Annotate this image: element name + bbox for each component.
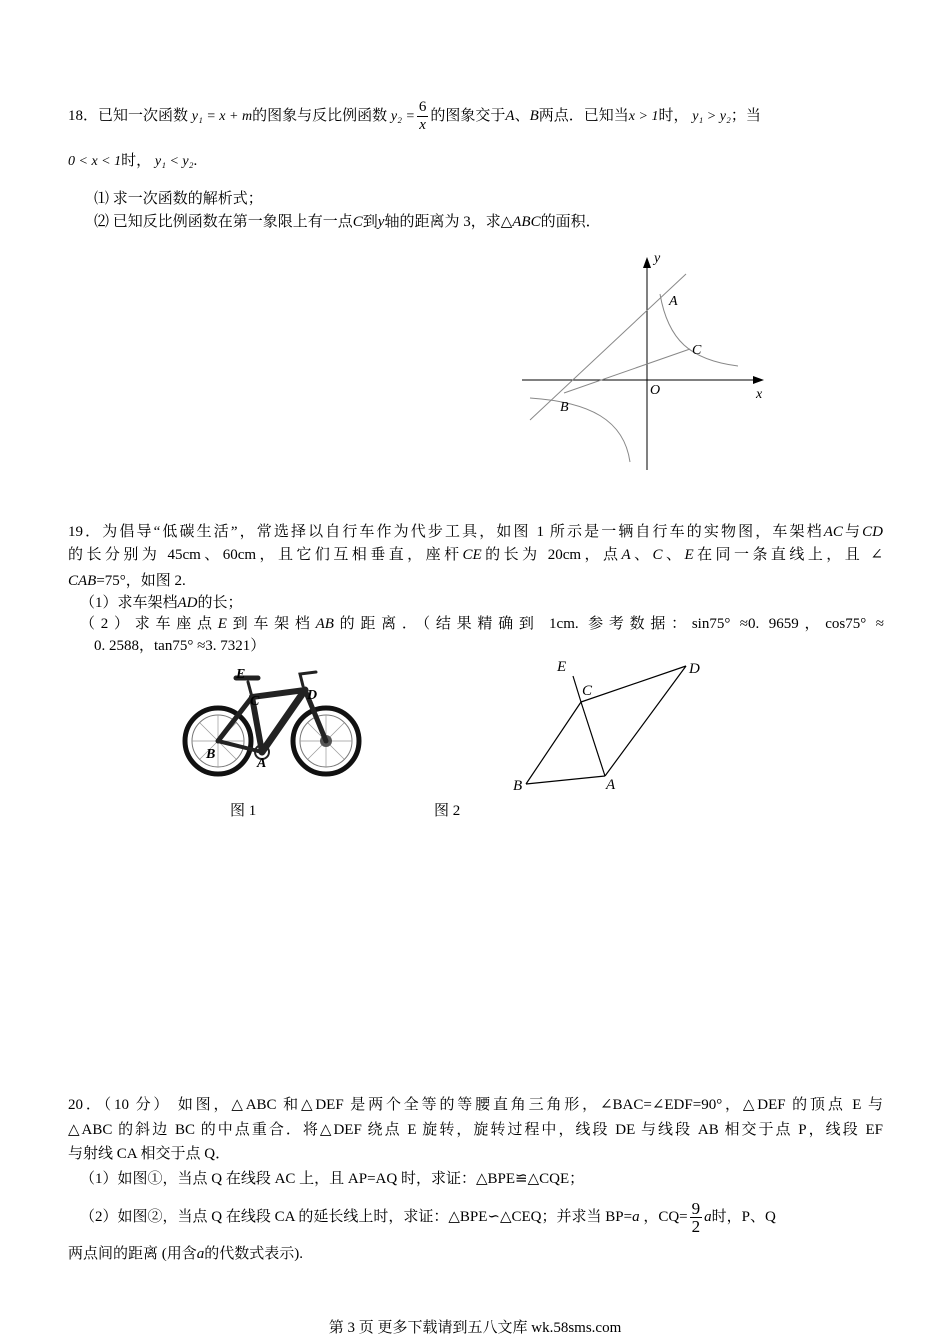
q18-line-1: 18．已知一次函数 y₁ = x + m的图象与反比例函数 y₂ = $\frac{6}{x}$ 的图象交于A、B两点．已知当x > 1时， y₁ > y₂；当 — [68, 99, 761, 133]
diagram-label-A: A — [606, 777, 616, 793]
bicycle-label-A: A — [257, 756, 267, 771]
diagram-label-D: D — [689, 661, 700, 677]
segment-B-C — [526, 702, 581, 784]
q20-line-3: 与射线 CA 相交于点 Q． — [68, 1146, 231, 1162]
q20-part-1: （1）如图①，当点 Q 在线段 AC 上，且 AP=AQ 时，求证：△BPE≌△CQE； — [80, 1171, 585, 1187]
q20-line-1: 20．（10 分） 如图，△ABC 和△DEF 是两个全等的等腰直角三角形，∠BAC=∠EDF=90°，△DEF 的顶点 E 与 — [68, 1097, 883, 1113]
q20-line-2: △ABC 的斜边 BC 的中点重合．将△DEF 绕点 E 旋转，旋转过程中，线段 DE 与线段 AB 相交于点 P，线段 EF — [68, 1122, 883, 1138]
graph-point-C: C — [692, 343, 702, 358]
q20-part-2: （2）如图②，当点 Q 在线段 CA 的延长线上时，求证：△BPE∽△CEQ；并求当 BP=a ，CQ= $\frac{9}{2}$ a时，P、Q — [80, 1199, 776, 1237]
graph-x-label: x — [756, 387, 763, 402]
ineq-y1-lt-y2: y₁ < y₂ — [154, 154, 194, 169]
range-0-x-1: 0 < x < 1 — [68, 154, 122, 169]
segment-C-D — [581, 666, 686, 702]
segment-C-A — [581, 702, 605, 776]
bicycle-label-C: C — [250, 694, 260, 709]
y1-equation: y₁ = x + m — [191, 108, 253, 124]
q18-line-2: 0 < x < 1时， y₁ < y₂. — [68, 153, 198, 169]
q19-line-3: CAB=75°，如图 2. — [68, 573, 186, 589]
segment-E-C — [573, 676, 581, 702]
q19-line-2: 的长分别为 45cm、60cm，且它们互相垂直，座杆CE的长为 20cm，点A、C、E在同一条直线上，且 ∠ — [68, 547, 883, 563]
bicycle-label-B: B — [206, 747, 216, 762]
bicycle-label-E: E — [236, 667, 246, 682]
graph-y-label: y — [654, 251, 661, 266]
figure-1-caption: 图 1 — [230, 803, 257, 819]
y2-equation: y₂ = — [390, 108, 415, 124]
graph-point-B: B — [560, 400, 569, 415]
diagram-label-E: E — [557, 659, 567, 675]
page-footer: 第 3 页 更多下载请到五八文库 wk.58sms.com — [328, 1320, 622, 1336]
q20-line-5: 两点间的距离 (用含a的代数式表示). — [68, 1246, 303, 1262]
q18-part-2: ⑵ 已知反比例函数在第一象限上有一点C到y轴的距离为 3，求△ABC的面积． — [94, 214, 601, 230]
graph-point-A: A — [669, 294, 678, 309]
q19-part-1: （1）求车架档AD的长； — [80, 595, 243, 611]
q19-part-2: （2）求车座点E到车架档AB的距离．（结果精确到 1cm. 参考数据：sin75° ≈0. 9659，cos75° ≈ — [80, 616, 884, 632]
diagram-label-B: B — [513, 778, 523, 794]
ineq-y1-gt-y2: y₁ > y₂ — [692, 108, 731, 124]
x-gt-1: x > 1 — [628, 108, 659, 124]
graph-origin-label: O — [650, 383, 661, 398]
q19-part-2-cont: 0. 2588，tan75° ≈3. 7321） — [94, 638, 266, 654]
q19-line-1: 19．为倡导“低碳生活”，常选择以自行车作为代步工具，如图 1 所示是一辆自行车的实物图，车架档AC与CD — [68, 524, 883, 540]
fraction-9-over-2: $\frac{9}{2}$ — [691, 1199, 701, 1237]
diagram-label-C: C — [582, 683, 593, 699]
fraction-6-over-x: $\frac{6}{x}$ — [418, 99, 427, 133]
segment-A-B — [526, 776, 605, 784]
figure-2-caption: 图 2 — [434, 803, 461, 819]
q18-part-1: ⑴ 求一次函数的解析式； — [94, 191, 263, 207]
segment-D-A — [605, 666, 686, 776]
bicycle-label-D: D — [307, 688, 318, 703]
